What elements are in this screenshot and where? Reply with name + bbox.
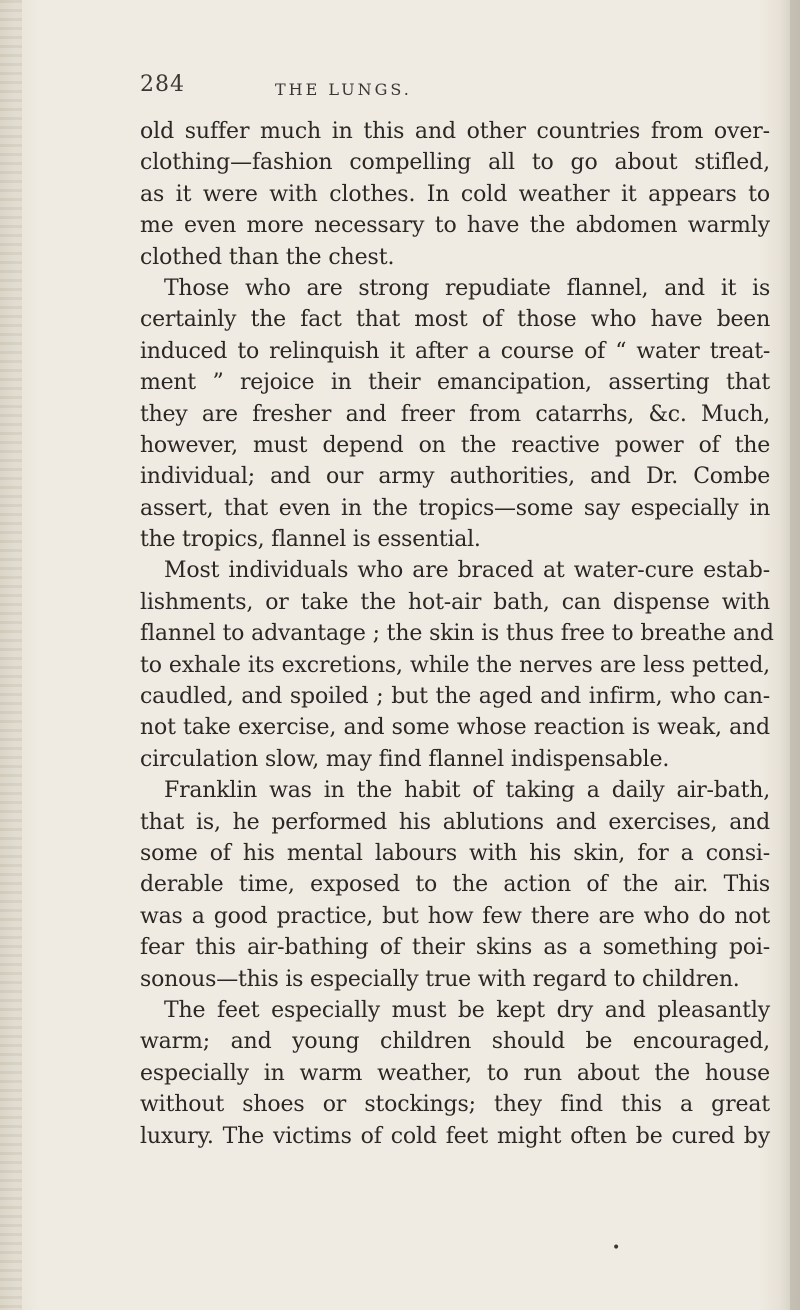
binding-gutter bbox=[0, 0, 22, 1310]
text-line: without shoes or stockings; they find this a great bbox=[140, 1092, 770, 1118]
printer-mark: • bbox=[612, 1240, 621, 1256]
text-line: was a good practice, but how few there are who do not bbox=[140, 903, 770, 929]
text-line: they are fresher and freer from catarrhs, &c. Much, bbox=[140, 401, 770, 427]
page-number: 284 bbox=[140, 72, 185, 97]
text-line: The feet especially must be kept dry and pleasantly bbox=[164, 997, 770, 1023]
text-line: assert, that even in the tropics—some say especially in bbox=[140, 495, 770, 521]
text-line: especially in warm weather, to run about the house bbox=[140, 1060, 770, 1086]
text-line: sonous—this is especially true with regard to children. bbox=[140, 966, 740, 992]
text-line: luxury. The victims of cold feet might often be cured by bbox=[140, 1123, 770, 1149]
page-header bbox=[0, 72, 800, 112]
text-line: flannel to advantage ; the skin is thus free to breathe and bbox=[140, 621, 774, 647]
text-line: some of his mental labours with his skin, for a consi- bbox=[140, 840, 770, 866]
text-line: me even more necessary to have the abdomen warmly bbox=[140, 213, 770, 239]
running-head: THE LUNGS. bbox=[275, 80, 412, 99]
text-line: not take exercise, and some whose reaction is weak, and bbox=[140, 715, 770, 741]
text-line: ment ” rejoice in their emancipation, asserting that bbox=[140, 370, 770, 396]
text-line: fear this air-bathing of their skins as a something poi- bbox=[140, 935, 770, 961]
text-line: the tropics, flannel is essential. bbox=[140, 527, 481, 553]
text-line: caudled, and spoiled ; but the aged and infirm, who can- bbox=[140, 684, 770, 710]
text-line: however, must depend on the reactive power of the bbox=[140, 432, 770, 458]
text-line: old suffer much in this and other countries from over- bbox=[140, 119, 770, 144]
body-text bbox=[140, 116, 774, 1152]
text-line: that is, he performed his ablutions and exercises, and bbox=[140, 809, 770, 835]
text-line: clothed than the chest. bbox=[140, 244, 395, 270]
text-line: Most individuals who are braced at water-cure estab- bbox=[164, 558, 770, 584]
text-line: Franklin was in the habit of taking a daily air-bath, bbox=[164, 778, 770, 804]
page-edge bbox=[790, 0, 800, 1310]
text-line: warm; and young children should be encouraged, bbox=[140, 1029, 770, 1055]
text-line: individual; and our army authorities, and Dr. Combe bbox=[140, 464, 770, 490]
text-line: as it were with clothes. In cold weather it appears to bbox=[140, 181, 770, 207]
text-line: circulation slow, may find flannel indispensable. bbox=[140, 746, 670, 772]
text-line: lishments, or take the hot-air bath, can dispense with bbox=[140, 589, 770, 615]
text-line: clothing—fashion compelling all to go about stifled, bbox=[140, 150, 770, 176]
text-line: derable time, exposed to the action of the air. This bbox=[140, 872, 770, 898]
text-line: Those who are strong repudiate flannel, and it is bbox=[164, 275, 770, 301]
text-line: induced to relinquish it after a course of “ water treat- bbox=[140, 338, 770, 364]
text-line: to exhale its excretions, while the nerves are less petted, bbox=[140, 652, 770, 678]
text-line: certainly the fact that most of those who have been bbox=[140, 307, 770, 333]
